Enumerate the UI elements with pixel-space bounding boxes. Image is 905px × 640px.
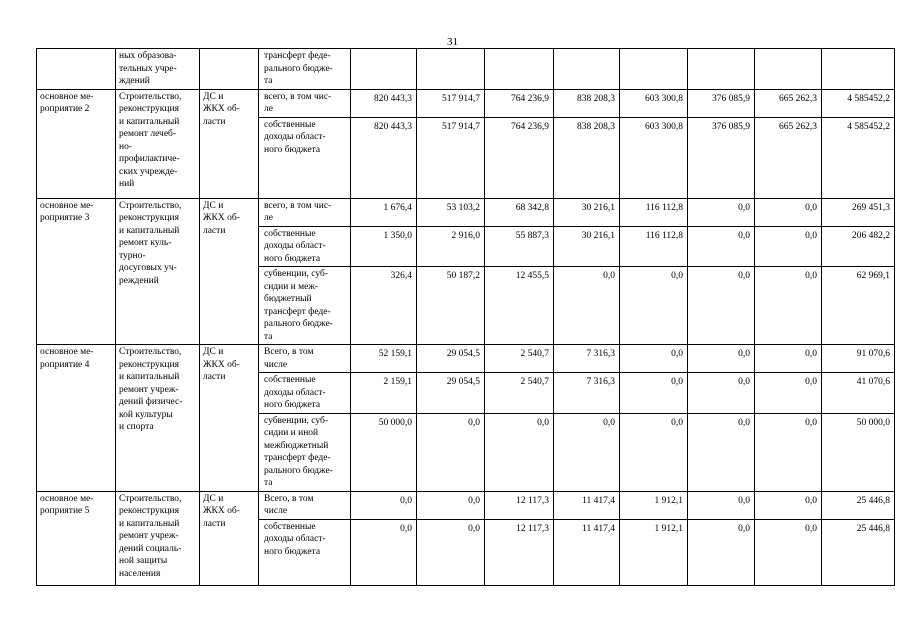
funding-source-cell: всего, в том чис- ле (259, 198, 351, 226)
executor-cell (200, 49, 259, 90)
value-cell: 326,4 (351, 267, 417, 345)
measure-description-cell: ных образова- тельных учре- ждений (116, 49, 200, 90)
measure-name-cell: основное ме- роприятие 2 (37, 89, 116, 198)
value-cell: 269 451,3 (822, 198, 895, 226)
value-cell: 0,0 (620, 345, 688, 373)
value-cell: 1 350,0 (351, 226, 417, 267)
value-cell: 1 912,1 (620, 519, 688, 585)
value-cell: 68 342,8 (485, 198, 554, 226)
value-cell: 603 300,8 (620, 89, 688, 117)
funding-source-cell: собственные доходы област- ного бюджета (259, 226, 351, 267)
value-cell: 7 316,3 (554, 345, 620, 373)
value-cell: 53 103,2 (417, 198, 485, 226)
value-cell: 0,0 (417, 491, 485, 519)
executor-cell: ДС и ЖКХ об- ласти (200, 198, 259, 345)
value-cell: 0,0 (417, 519, 485, 585)
value-cell: 62 969,1 (822, 267, 895, 345)
value-cell: 1 676,4 (351, 198, 417, 226)
measure-name-cell (37, 49, 116, 90)
value-cell: 0,0 (554, 413, 620, 491)
value-cell (351, 49, 417, 90)
table-row (37, 491, 895, 519)
value-cell (688, 49, 755, 90)
funding-source-cell: Всего, в том числе (259, 345, 351, 373)
value-cell: 206 482,2 (822, 226, 895, 267)
value-cell: 30 216,1 (554, 226, 620, 267)
value-cell: 0,0 (688, 198, 755, 226)
value-cell (417, 49, 485, 90)
value-cell: 0,0 (755, 519, 822, 585)
value-cell: 820 443,3 (351, 117, 417, 198)
value-cell: 2 540,7 (485, 373, 554, 414)
value-cell: 376 085,9 (688, 117, 755, 198)
value-cell: 0,0 (688, 345, 755, 373)
value-cell: 116 112,8 (620, 226, 688, 267)
funding-source-cell: собственные доходы област- ного бюджета (259, 373, 351, 414)
value-cell (822, 49, 895, 90)
value-cell: 30 216,1 (554, 198, 620, 226)
value-cell: 376 085,9 (688, 89, 755, 117)
value-cell: 0,0 (554, 267, 620, 345)
value-cell: 4 585452,2 (822, 89, 895, 117)
measure-name-cell: основное ме- роприятие 3 (37, 198, 116, 345)
value-cell: 11 417,4 (554, 519, 620, 585)
value-cell: 764 236,9 (485, 117, 554, 198)
value-cell: 0,0 (688, 413, 755, 491)
value-cell: 0,0 (417, 413, 485, 491)
value-cell: 29 054,5 (417, 345, 485, 373)
funding-source-cell: собственные доходы област- ного бюджета (259, 117, 351, 198)
funding-source-cell: всего, в том чис- ле (259, 89, 351, 117)
value-cell: 0,0 (351, 519, 417, 585)
value-cell: 2 159,1 (351, 373, 417, 414)
value-cell: 820 443,3 (351, 89, 417, 117)
measure-description-cell: Строительство, реконструкция и капитальный ремонт учреж- дений социаль- ной защиты населения (116, 491, 200, 585)
value-cell: 25 446,8 (822, 491, 895, 519)
executor-cell: ДС и ЖКХ об- ласти (200, 345, 259, 492)
value-cell: 25 446,8 (822, 519, 895, 585)
value-cell: 0,0 (688, 267, 755, 345)
value-cell: 665 262,3 (755, 117, 822, 198)
value-cell: 41 070,6 (822, 373, 895, 414)
value-cell: 517 914,7 (417, 89, 485, 117)
value-cell: 0,0 (351, 491, 417, 519)
value-cell: 29 054,5 (417, 373, 485, 414)
value-cell: 0,0 (755, 413, 822, 491)
value-cell: 50 000,0 (822, 413, 895, 491)
value-cell: 12 117,3 (485, 491, 554, 519)
budget-table (36, 48, 895, 586)
funding-source-cell: собственные доходы област- ного бюджета (259, 519, 351, 585)
value-cell: 838 208,3 (554, 89, 620, 117)
value-cell (620, 49, 688, 90)
value-cell: 0,0 (688, 373, 755, 414)
value-cell (554, 49, 620, 90)
value-cell: 0,0 (755, 491, 822, 519)
executor-cell: ДС и ЖКХ об- ласти (200, 491, 259, 585)
value-cell: 0,0 (755, 198, 822, 226)
value-cell (755, 49, 822, 90)
table-row (37, 198, 895, 226)
value-cell: 91 070,6 (822, 345, 895, 373)
value-cell: 0,0 (755, 267, 822, 345)
value-cell: 52 159,1 (351, 345, 417, 373)
value-cell: 12 117,3 (485, 519, 554, 585)
funding-source-cell: субвенции, суб- сидии и меж- бюджетный трансферт феде- рального бюдже- та (259, 267, 351, 345)
value-cell: 0,0 (620, 413, 688, 491)
value-cell: 2 540,7 (485, 345, 554, 373)
table-row (37, 345, 895, 373)
value-cell: 50 000,0 (351, 413, 417, 491)
value-cell: 764 236,9 (485, 89, 554, 117)
value-cell: 0,0 (755, 345, 822, 373)
value-cell: 0,0 (620, 373, 688, 414)
value-cell: 838 208,3 (554, 117, 620, 198)
funding-source-cell: трансферт феде- рального бюдже- та (259, 49, 351, 90)
value-cell: 50 187,2 (417, 267, 485, 345)
value-cell: 12 455,5 (485, 267, 554, 345)
measure-description-cell: Строительство, реконструкция и капитальный ремонт куль- турно- досуговых уч- реждений (116, 198, 200, 345)
value-cell: 2 916,0 (417, 226, 485, 267)
value-cell: 603 300,8 (620, 117, 688, 198)
value-cell: 0,0 (755, 226, 822, 267)
value-cell: 0,0 (688, 519, 755, 585)
measure-name-cell: основное ме- роприятие 5 (37, 491, 116, 585)
value-cell: 7 316,3 (554, 373, 620, 414)
value-cell: 0,0 (485, 413, 554, 491)
measure-name-cell: основное ме- роприятие 4 (37, 345, 116, 492)
funding-source-cell: Всего, в том числе (259, 491, 351, 519)
table-row (37, 49, 895, 90)
value-cell (485, 49, 554, 90)
funding-source-cell: субвенции, суб- сидии и иной межбюджетный трансферт феде- рального бюдже- та (259, 413, 351, 491)
value-cell: 55 887,3 (485, 226, 554, 267)
value-cell: 116 112,8 (620, 198, 688, 226)
page-number: 31 (447, 36, 458, 48)
value-cell: 1 912,1 (620, 491, 688, 519)
measure-description-cell: Строительство, реконструкция и капитальный ремонт учреж- дений физичес- кой культуры и спорта (116, 345, 200, 492)
value-cell: 665 262,3 (755, 89, 822, 117)
value-cell: 517 914,7 (417, 117, 485, 198)
value-cell: 11 417,4 (554, 491, 620, 519)
measure-description-cell: Строительство, реконструкция и капитальный ремонт лечеб- но- профилактиче- ских учрежде- ний (116, 89, 200, 198)
value-cell: 0,0 (755, 373, 822, 414)
value-cell: 0,0 (688, 226, 755, 267)
value-cell: 4 585452,2 (822, 117, 895, 198)
value-cell: 0,0 (620, 267, 688, 345)
table-row (37, 89, 895, 117)
executor-cell: ДС и ЖКХ об- ласти (200, 89, 259, 198)
value-cell: 0,0 (688, 491, 755, 519)
